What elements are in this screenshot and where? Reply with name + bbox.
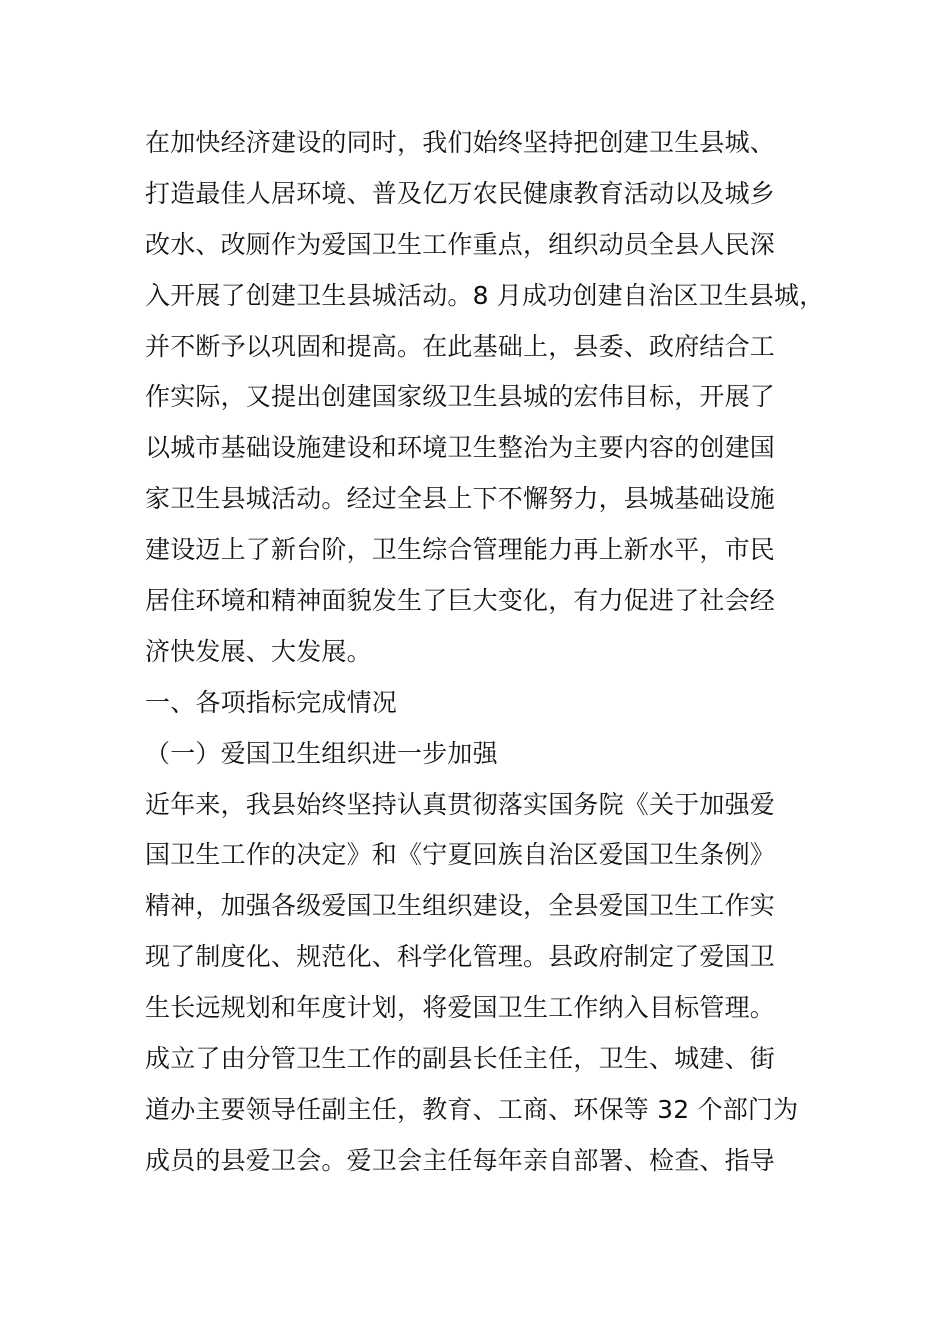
paragraph-line-3: 改水、改厕作为爱国卫生工作重点，组织动员全县人民深 (145, 229, 776, 259)
paragraph-line-9: 建设迈上了新台阶，卫生综合管理能力再上新水平，市民 (145, 535, 776, 565)
paragraph-line-14: 近年来，我县始终坚持认真贯彻落实国务院《关于加强爱 (145, 789, 776, 819)
paragraph-line-20: 道办主要领导任副主任，教育、工商、环保等 32 个部门为 (145, 1094, 799, 1124)
paragraph-line-17: 现了制度化、规范化、科学化管理。县政府制定了爱国卫 (145, 942, 776, 972)
paragraph-line-8: 家卫生县城活动。经过全县上下不懈努力，县城基础设施 (145, 484, 776, 514)
paragraph-line-16: 精神，加强各级爱国卫生组织建设，全县爱国卫生工作实 (145, 891, 776, 921)
paragraph-line-19: 成立了由分管卫生工作的副县长任主任，卫生、城建、街 (145, 1044, 776, 1074)
paragraph-line-6: 作实际，又提出创建国家级卫生县城的宏伟目标，开展了 (145, 382, 776, 412)
paragraph-line-10: 居住环境和精神面貌发生了巨大变化，有力促进了社会经 (145, 586, 776, 616)
paragraph-line-15: 国卫生工作的决定》和《宁夏回族自治区爱国卫生条例》 (145, 840, 776, 870)
paragraph-line-18: 生长远规划和年度计划，将爱国卫生工作纳入目标管理。 (145, 993, 776, 1023)
paragraph-line-2: 打造最佳人居环境、普及亿万农民健康教育活动以及城乡 (145, 178, 776, 208)
paragraph-line-7: 以城市基础设施建设和环境卫生整治为主要内容的创建国 (145, 433, 776, 463)
subsection-heading: （一）爱国卫生组织进一步加强 (145, 738, 498, 768)
paragraph-line-21: 成员的县爱卫会。爱卫会主任每年亲自部署、检查、指导 (145, 1145, 776, 1175)
paragraph-line-5: 并不断予以巩固和提高。在此基础上，县委、政府结合工 (145, 331, 776, 361)
paragraph-line-11: 济快发展、大发展。 (145, 636, 372, 666)
document-body (145, 118, 845, 1187)
paragraph-line-4: 入开展了创建卫生县城活动。8 月成功创建自治区卫生县城， (145, 280, 825, 310)
paragraph-line-1: 在加快经济建设的同时，我们始终坚持把创建卫生县城、 (145, 128, 776, 157)
section-heading: 一、各项指标完成情况 (145, 687, 398, 717)
